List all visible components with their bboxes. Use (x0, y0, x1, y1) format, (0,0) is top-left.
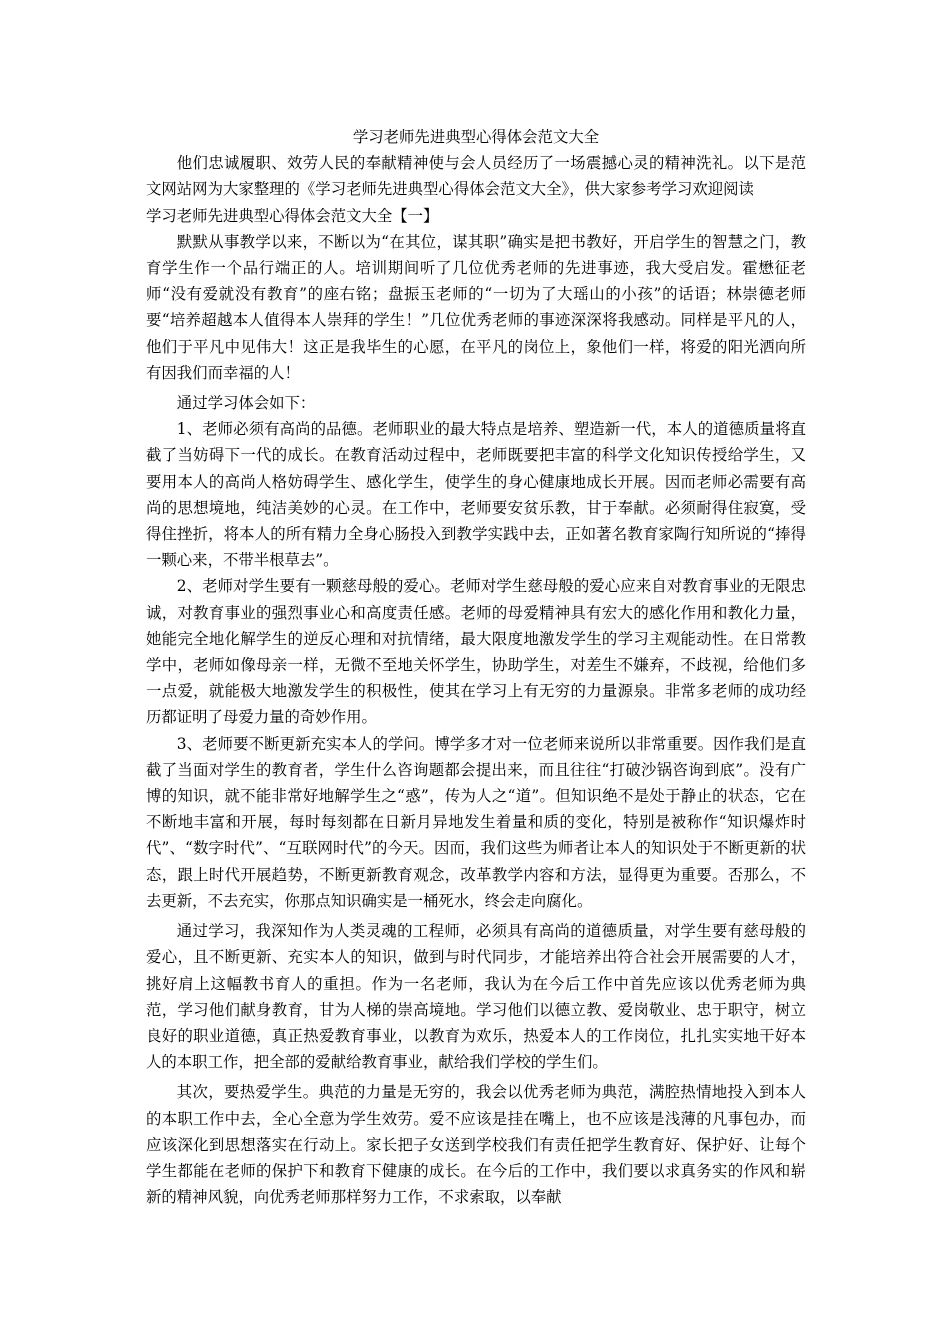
document-title: 学习老师先进典型心得体会范文大全 (352, 128, 600, 146)
body-paragraph: 通过学习，我深知作为人类灵魂的工程师，必须具有高尚的道德质量，对学生要有慈母般的爱心，且不断更新、充实本人的知识，做到与时代同步，才能培养出符合社会开展需要的人才，挑好肩上这幅教书育人的重担。作为一名老师，我认为在今后工作中首先应该以优秀老师为典范，学习他们献身教育，甘为人梯的崇高境地。学习他们以德立教、爱岗敬业、忠于职守，树立良好的职业道德，真正热爱教育事业，以教育为欢乐，热爱本人的工作岗位，扎扎实实地干好本人的本职工作，把全部的爱献给教育事业，献给我们学校的学生们。 (146, 922, 806, 1072)
section-heading: 学习老师先进典型心得体会范文大全【一】 (146, 206, 439, 225)
body-paragraph: 通过学习体会如下： (176, 394, 316, 413)
body-paragraph: 2、老师对学生要有一颗慈母般的爱心。老师对学生慈母般的爱心应来自对教育事业的无限忠诚，对教育事业的强烈事业心和高度责任感。老师的母爱精神具有宏大的感化作用和教化力量，她能完全地化解学生的逆反心理和对抗情绪，最大限度地激发学生的学习主观能动性。在日常教学中，老师如像母亲一样，无微不至地关怀学生，协助学生，对差生不嫌弃，不歧视，给他们多一点爱，就能极大地激发学生的积极性，使其在学习上有无穷的力量源泉。非常多老师的成功经历都证明了母爱力量的奇妙作用。 (146, 577, 806, 727)
intro-paragraph: 他们忠诚履职、效劳人民的奉献精神使与会人员经历了一场震撼心灵的精神洗礼。以下是范文网站网为大家整理的《学习老师先进典型心得体会范文大全》，供大家参考学习欢迎阅读 (146, 154, 806, 199)
body-paragraph: 1、老师必须有高尚的品德。老师职业的最大特点是培养、塑造新一代，本人的道德质量将直截了当妨碍下一代的成长。在教育活动过程中，老师既要把丰富的科学文化知识传授给学生，又要用本人的高尚人格妨碍学生、感化学生，使学生的身心健康地成长开展。因而老师必需要有高尚的思想境地，纯洁美妙的心灵。在工作中，老师要安贫乐教，甘于奉献。必须耐得住寂寞，受得住挫折，将本人的所有精力全身心肠投入到教学实践中去，正如著名教育家陶行知所说的“捧得一颗心来，不带半根草去”。 (146, 420, 806, 570)
document-page (146, 124, 806, 1210)
body-paragraph: 3、老师要不断更新充实本人的学问。博学多才对一位老师来说所以非常重要。因作我们是直截了当面对学生的教育者，学生什么咨询题都会提出来，而且往往“打破沙锅咨询到底”。没有广博的知识，就不能非常好地解学生之“惑”，传为人之“道”。但知识绝不是处于静止的状态，它在不断地丰富和开展，每时每刻都在日新月异地发生着量和质的变化，特别是被称作“知识爆炸时代”、“数字时代”、“互联网时代”的今天。因而，我们这些为师者让本人的知识处于不断更新的状态，跟上时代开展趋势，不断更新教育观念，改革教学内容和方法，显得更为重要。否那么，不去更新，不去充实，你那点知识确实是一桶死水，终会走向腐化。 (146, 734, 806, 910)
body-paragraph: 默默从事教学以来，不断以为“在其位，谋其职”确实是把书教好，开启学生的智慧之门，教育学生作一个品行端正的人。培训期间听了几位优秀老师的先进事迹，我大受启发。霍懋征老师“没有爱就没有教育”的座右铭；盘振玉老师的“一切为了大瑶山的小孩”的话语；林崇德老师要“培养超越本人值得本人崇拜的学生！”几位优秀老师的事迹深深将我感动。同样是平凡的人，他们于平凡中见伟大！这正是我毕生的心愿，在平凡的岗位上，象他们一样，将爱的阳光洒向所有因我们而幸福的人！ (146, 232, 806, 382)
body-paragraph: 其次，要热爱学生。典范的力量是无穷的，我会以优秀老师为典范，满腔热情地投入到本人的本职工作中去，全心全意为学生效劳。爱不应该是挂在嘴上，也不应该是浅薄的凡事包办，而应该深化到思想落实在行动上。家长把子女送到学校我们有责任把学生教育好、保护好、让每个学生都能在老师的保护下和教育下健康的成长。在今后的工作中，我们要以求真务实的作风和崭新的精神风貌，向优秀老师那样努力工作，不求索取，以奉献 (146, 1083, 806, 1207)
